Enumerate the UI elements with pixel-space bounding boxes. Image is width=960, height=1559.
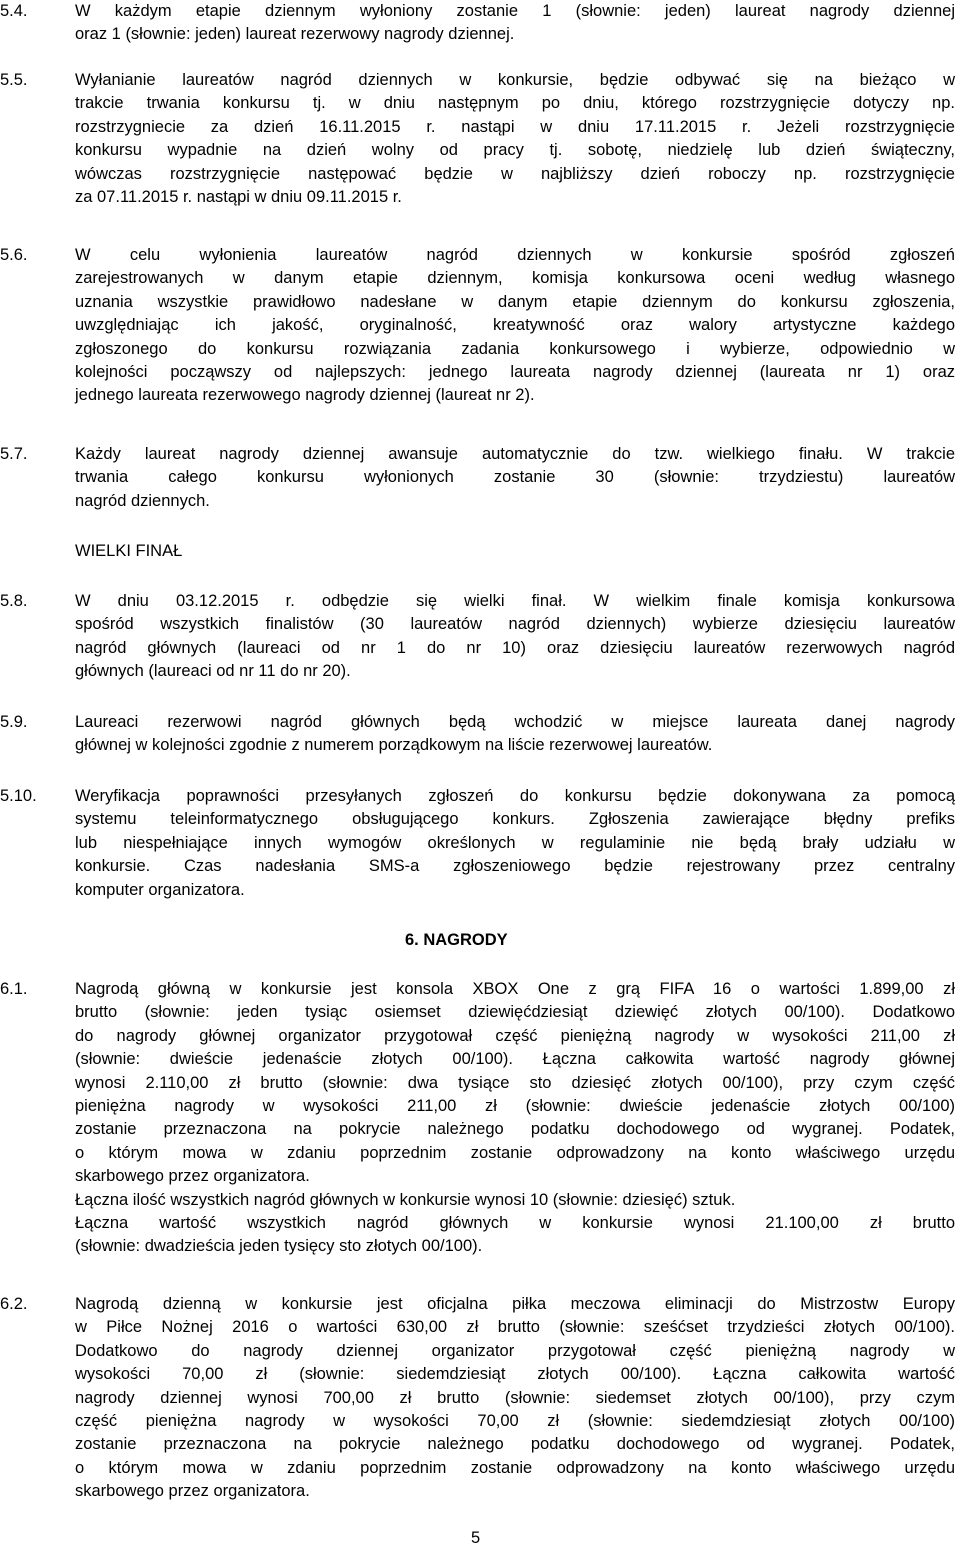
- chapter-heading: 6. NAGRODY: [405, 931, 508, 949]
- text-line: oraz 1 (słownie: jeden) laureat rezerwowy nagrody dziennej.: [75, 25, 515, 44]
- text-line: kolejności począwszy od najlepszych: jednego laureata nagrody dziennej (laureata nr 1) oraz: [75, 363, 955, 382]
- text-line: W celu wyłonienia laureatów nagród dziennych w konkursie spośród zgłoszeń: [75, 246, 955, 264]
- section-number: 6.2.: [0, 1295, 28, 1313]
- text-line: głównych (laureaci od nr 11 do nr 20).: [75, 662, 351, 681]
- section-number: 5.9.: [0, 713, 28, 731]
- text-line: Dodatkowo do nagrody dziennej organizator przygotował część pieniężną nagrody w: [75, 1341, 955, 1360]
- text-line: skarbowego przez organizatora.: [75, 1167, 310, 1186]
- text-line: (słownie: dwieście jedenaście złotych 00/100). Łączna całkowita wartość nagrody głównej: [75, 1050, 955, 1069]
- text-line: zgłoszonego do konkursu rozwiązania zadania konkursowego i wybierze, odpowiednio w: [75, 339, 955, 358]
- final-heading: WIELKI FINAŁ: [75, 542, 183, 560]
- text-line: Nagrodą dzienną w konkursie jest oficjalna piłka meczowa eliminacji do Mistrzostw Europy: [75, 1295, 955, 1313]
- section-text: [75, 443, 955, 513]
- text-line: wówczas rozstrzygnięcie następować będzie w najbliższy dzień roboczy np. rozstrzygnięcie: [75, 164, 955, 183]
- text-line: pieniężna nagrody w wysokości 211,00 zł (słownie: dwieście jedenaście złotych 00/100): [75, 1097, 955, 1116]
- section-number: 5.6.: [0, 246, 28, 264]
- text-line: trakcie trwania konkursu tj. w dniu następnym po dniu, którego rozstrzygnięcie dotyczy np.: [75, 94, 955, 113]
- text-line: jednego laureata rezerwowego nagrody dziennej (laureat nr 2).: [75, 386, 535, 405]
- text-line: skarbowego przez organizatora.: [75, 1482, 310, 1501]
- section-text: [75, 0, 955, 47]
- text-line: zarejestrowanych w danym etapie dziennym, komisja konkursowa oceni według własnego: [75, 269, 955, 288]
- text-line: głównej w kolejności zgodnie z numerem porządkowym na liście rezerwowej laureatów.: [75, 736, 713, 755]
- text-line: brutto (słownie: jeden tysiąc osiemset dziewięćdziesiąt dziewięć złotych 00/100). Dodatkowo: [75, 1003, 955, 1022]
- text-line: Laureaci rezerwowi nagród głównych będą wchodzić w miejsce laureata danej nagrody: [75, 713, 955, 731]
- section-text: [75, 590, 955, 684]
- text-line: Każdy laureat nagrody dziennej awansuje automatycznie do tzw. wielkiego finału. W trakcie: [75, 445, 955, 463]
- text-line: Łączna ilość wszystkich nagród głównych w konkursie wynosi 10 (słownie: dziesięć) sztuk.: [75, 1190, 736, 1209]
- text-line: zostanie przeznaczona na pokrycie należnego podatku dochodowego od wygranej. Podatek,: [75, 1435, 955, 1454]
- section-number: 5.4.: [0, 2, 28, 20]
- text-line: systemu teleinformatycznego obsługującego konkurs. Zgłoszenia zawierające błędny prefiks: [75, 810, 955, 829]
- text-line: Weryfikacja poprawności przesyłanych zgłoszeń do konkursu będzie dokonywana za pomocą: [75, 787, 955, 805]
- section-text: [75, 711, 955, 758]
- text-line: w Piłce Nożnej 2016 o wartości 630,00 zł brutto (słownie: sześćset trzydzieści złotych 00/100).: [75, 1318, 955, 1337]
- text-line: W dniu 03.12.2015 r. odbędzie się wielki finał. W wielkim finale komisja konkursowa: [75, 592, 955, 610]
- section-text: [75, 978, 955, 1259]
- section-number: 6.1.: [0, 980, 28, 998]
- text-line: zostanie przeznaczona na pokrycie należnego podatku dochodowego od wygranej. Podatek,: [75, 1120, 955, 1139]
- text-line: nagród dziennych.: [75, 491, 210, 510]
- section-text: [75, 69, 955, 209]
- section-text: [75, 785, 955, 902]
- text-line: wysokości 70,00 zł (słownie: siedemdziesiąt złotych 00/100). Łączna całkowita wartość: [75, 1365, 955, 1384]
- section-text: [75, 1293, 955, 1504]
- text-line: konkursu wypadnie na dzień wolny od pracy tj. sobotę, niedzielę lub dzień świąteczny,: [75, 141, 955, 160]
- text-line: Wyłanianie laureatów nagród dziennych w konkursie, będzie odbywać się na bieżąco w: [75, 71, 955, 89]
- text-line: do nagrody głównej organizator przygotował część pieniężną nagrody w wysokości 211,00 zł: [75, 1026, 955, 1045]
- text-line: Nagrodą główną w konkursie jest konsola XBOX One z grą FIFA 16 o wartości 1.899,00 zł: [75, 980, 955, 998]
- text-line: uwzględniając ich jakość, oryginalność, kreatywność oraz walory artystyczne każdego: [75, 316, 955, 335]
- section-number: 5.10.: [0, 787, 37, 805]
- page-number: 5: [471, 1529, 481, 1547]
- text-line: spośród wszystkich finalistów (30 laureatów nagród dziennych) wybierze dziesięciu laureatów: [75, 615, 955, 634]
- text-line: o którym mowa w zdaniu poprzednim zostanie odprowadzony na konto właściwego urzędu: [75, 1458, 955, 1477]
- section-number: 5.5.: [0, 71, 28, 89]
- section-number: 5.8.: [0, 592, 28, 610]
- text-line: lub niespełniające innych wymogów określonych w regulaminie nie będą brały udziału w: [75, 833, 955, 852]
- text-line: trwania całego konkursu wyłonionych zostanie 30 (słownie: trzydziestu) laureatów: [75, 468, 955, 487]
- section-text: [75, 244, 955, 408]
- text-line: o którym mowa w zdaniu poprzednim zostanie odprowadzony na konto właściwego urzędu: [75, 1143, 955, 1162]
- text-line: konkursie. Czas nadesłania SMS-a zgłoszeniowego będzie rejestrowany przez centralny: [75, 857, 955, 876]
- text-line: rozstrzygniecie za dzień 16.11.2015 r. nastąpi w dniu 17.11.2015 r. Jeżeli rozstrzygnięcie: [75, 117, 955, 136]
- text-line: uznania wszystkie prawidłowo nadesłane w danym etapie dziennym do konkursu zgłoszenia,: [75, 292, 955, 311]
- text-line: część pieniężna nagrody w wysokości 70,00 zł (słownie: siedemdziesiąt złotych 00/100): [75, 1412, 955, 1431]
- text-line: komputer organizatora.: [75, 880, 245, 899]
- section-number: 5.7.: [0, 445, 28, 463]
- text-line: nagród głównych (laureaci od nr 1 do nr 10) oraz dziesięciu laureatów rezerwowych nagród: [75, 638, 955, 657]
- text-line: za 07.11.2015 r. nastąpi w dniu 09.11.2015 r.: [75, 188, 402, 207]
- text-line: W każdym etapie dziennym wyłoniony zostanie 1 (słownie: jeden) laureat nagrody dziennej: [75, 2, 955, 20]
- text-line: nagrody dziennej wynosi 700,00 zł brutto (słownie: siedemset złotych 00/100), przy czym: [75, 1388, 955, 1407]
- text-line: (słownie: dwadzieścia jeden tysięcy sto złotych 00/100).: [75, 1237, 483, 1256]
- text-line: Łączna wartość wszystkich nagród głównych w konkursie wynosi 21.100,00 zł brutto: [75, 1214, 955, 1233]
- text-line: wynosi 2.110,00 zł brutto (słownie: dwa tysiące sto dziesięć złotych 00/100), przy czym część: [75, 1073, 955, 1092]
